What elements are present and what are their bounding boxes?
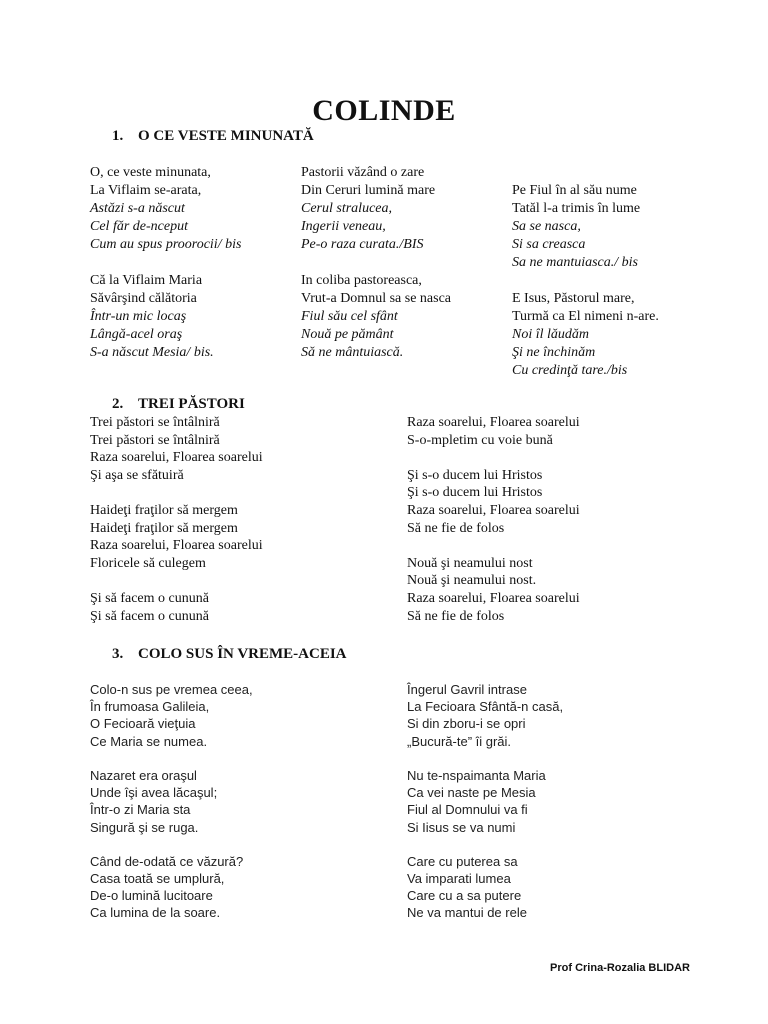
verse-line: O Fecioară vieţuia [90, 716, 196, 732]
verse-line: Trei păstori se întâlniră [90, 415, 220, 430]
verse-line: La Fecioara Sfântă-n casă, [407, 699, 564, 715]
verse-line: Si Iisus se va numi [407, 819, 516, 835]
verse-line: Ingerii veneau, [301, 219, 386, 234]
stanza-gap [407, 537, 580, 555]
stanza-gap [90, 572, 263, 590]
verse-line: Să ne mântuiască. [301, 345, 404, 360]
stanza-gap [90, 484, 263, 502]
song-2-number: 2. [112, 396, 124, 412]
verse-line: Pe Fiul în al său nume [512, 183, 637, 198]
verse-line: S-a născut Mesia/ bis. [90, 345, 214, 360]
verse-line: Care cu a sa putere [407, 888, 522, 904]
verse-line: Ca lumina de la soare. [90, 905, 221, 921]
stanza-gap [90, 254, 241, 272]
song-2-title: TREI PĂSTORI [138, 396, 245, 412]
verse-line: În frumoasa Galileia, [90, 699, 210, 715]
verse-line: Pe-o raza curata./BIS [301, 237, 424, 252]
song-2-column-2 [407, 414, 580, 625]
song-2-heading [112, 396, 245, 413]
verse-line: Fiul al Domnului va fi [407, 802, 528, 818]
verse-line: Pastorii văzând o zare [301, 165, 425, 180]
verse-line: Fiul său cel sfânt [301, 309, 398, 324]
verse-line: Să ne fie de folos [407, 520, 505, 536]
verse-line: Tatăl l-a trimis în lume [512, 201, 641, 216]
verse-line: Lângă-acel oraş [90, 327, 183, 342]
verse-line: Va imparati lumea [407, 871, 511, 887]
verse-line: Cerul stralucea, [301, 201, 392, 216]
verse-line: „Bucură-te” îi grăi. [407, 733, 512, 749]
verse-line: Ne va mantui de rele [407, 905, 527, 921]
verse-line: Nu te-nspaimanta Maria [407, 767, 546, 783]
song-3-heading [112, 646, 347, 663]
verse-line: Singură şi se ruga. [90, 819, 199, 835]
verse-line: Nouă şi neamului nost [407, 555, 533, 571]
verse-line: Si din zboru-i se opri [407, 716, 526, 732]
verse-line: Să ne fie de folos [407, 608, 505, 624]
song-3-number: 3. [112, 646, 124, 662]
verse-line: Trei păstori se întâlniră [90, 432, 220, 448]
verse-line: Colo-n sus pe vremea ceea, [90, 682, 253, 697]
verse-line: Ca vei naste pe Mesia [407, 785, 536, 801]
verse-line: Raza soarelui, Floarea soarelui [407, 415, 580, 430]
verse-line: Într-un mic locaş [90, 309, 187, 324]
verse-line: Şi să facem o cunună [90, 590, 209, 606]
verse-line: De-o lumină lucitoare [90, 888, 213, 904]
stanza-gap [407, 750, 563, 767]
song-3-column-2 [407, 681, 563, 922]
verse-line: Haideţi fraţilor să mergem [90, 520, 238, 536]
verse-line: Nouă şi neamului nost. [407, 573, 537, 589]
page-title: COLINDE [312, 94, 456, 127]
verse-line: Vrut-a Domnul sa se nasca [301, 291, 452, 306]
verse-line: Şi aşa se sfătuiră [90, 467, 184, 483]
verse-line: Cum au spus proorocii/ bis [90, 237, 242, 252]
verse-line: Cel făr de-nceput [90, 219, 188, 234]
verse-line: Unde îşi avea lăcaşul; [90, 785, 218, 801]
song-1-column-1 [90, 164, 241, 362]
song-3-column-1 [90, 681, 253, 922]
verse-line: Turmă ca El nimeni n-are. [512, 309, 659, 324]
verse-line: Casa toată se umplură, [90, 871, 225, 887]
verse-line: Haideţi fraţilor să mergem [90, 502, 238, 518]
verse-line: Cu credinţă tare./bis [512, 363, 628, 378]
stanza-gap [407, 836, 563, 853]
verse-line: Săvârşind călătoria [90, 291, 197, 306]
stanza-gap [512, 272, 659, 290]
verse-line: In coliba pastoreasca, [301, 273, 422, 288]
verse-line: Şi ne închinăm [512, 345, 596, 360]
song-3-title: COLO SUS ÎN VREME-ACEIA [138, 646, 347, 662]
verse-line: Nouă pe pământ [301, 327, 394, 342]
verse-line: E Isus, Păstorul mare, [512, 291, 635, 306]
verse-line: Raza soarelui, Floarea soarelui [407, 502, 580, 518]
stanza-gap [90, 750, 253, 767]
verse-line: La Viflaim se-arata, [90, 183, 202, 198]
verse-line: Raza soarelui, Floarea soarelui [90, 538, 263, 554]
stanza-gap [407, 449, 580, 467]
song-1-column-2 [301, 164, 451, 362]
verse-line: Raza soarelui, Floarea soarelui [90, 450, 263, 466]
verse-line: Floricele să culegem [90, 555, 206, 571]
song-1-column-3 [512, 182, 659, 380]
song-1-title: O CE VESTE MINUNATĂ [138, 128, 314, 144]
verse-line: Sa ne mantuiasca./ bis [512, 255, 638, 270]
verse-line: Astăzi s-a născut [90, 201, 185, 216]
verse-line: Raza soarelui, Floarea soarelui [407, 590, 580, 606]
stanza-gap [90, 836, 253, 853]
verse-line: Într-o zi Maria sta [90, 802, 191, 818]
verse-line: Din Ceruri lumină mare [301, 183, 436, 198]
author-footer: Prof Crina-Rozalia BLIDAR [550, 962, 690, 974]
verse-line: Că la Viflaim Maria [90, 273, 203, 288]
verse-line: Şi să facem o cunună [90, 608, 209, 624]
song-1-number: 1. [112, 128, 124, 144]
stanza-gap [301, 254, 451, 272]
song-1-heading [112, 128, 314, 145]
verse-line: S-o-mpletim cu voie bună [407, 432, 553, 448]
song-2-column-1 [90, 414, 263, 625]
verse-line: Sa se nasca, [512, 219, 581, 234]
verse-line: Ce Maria se numea. [90, 733, 208, 749]
verse-line: O, ce veste minunata, [90, 165, 211, 180]
verse-line: Îngerul Gavril intrase [407, 682, 527, 697]
verse-line: Care cu puterea sa [407, 853, 518, 869]
verse-line: Şi s-o ducem lui Hristos [407, 485, 543, 501]
verse-line: Noi îl lăudăm [512, 327, 590, 342]
verse-line: Nazaret era oraşul [90, 767, 197, 783]
verse-line: Când de-odată ce văzură? [90, 853, 244, 869]
verse-line: Si sa creasca [512, 237, 586, 252]
verse-line: Şi s-o ducem lui Hristos [407, 467, 543, 483]
